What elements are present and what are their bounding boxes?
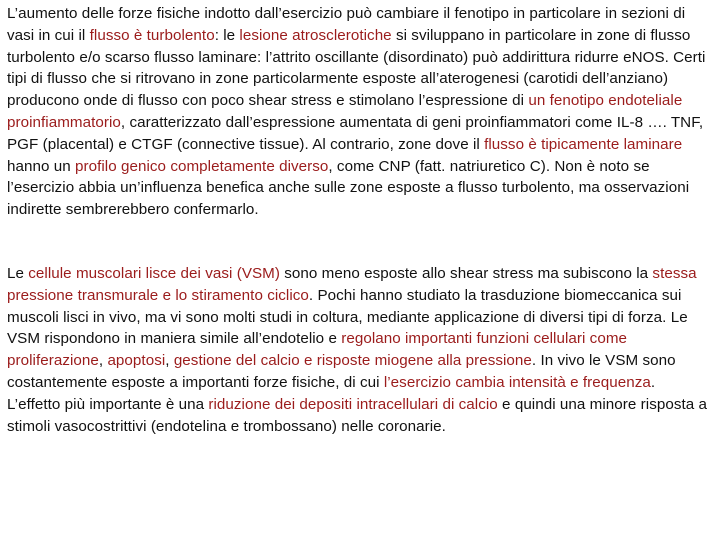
paragraph-endothelium-flow [7, 3, 711, 221]
text-segment: . L’effetto più importante è una [7, 373, 656, 413]
text-segment: , caratterizzato dall’espressione aumentata di geni proinfiammatori come IL-8 …. TNF, PGF (placental) e CTGF (connective tissue). Al contrario, zone dove il [7, 113, 704, 153]
text-segment: , [165, 352, 174, 370]
text-segment: sono meno esposte allo shear stress ma subiscono la [280, 265, 653, 282]
highlight-segment: un fenotipo endoteliale proinfiammatorio [7, 92, 683, 131]
highlight-segment: flusso è turbolento [89, 26, 215, 44]
text-segment: . Pochi hanno studiato la trasduzione biomeccanica sui muscoli lisci in vivo, ma vi sono molti studi in coltura, mediante applicazione di diversi tipi di forza. Le VSM rispondono in maniera simile all’endotelio e [7, 286, 688, 348]
text-segment: Le [7, 265, 29, 282]
text-segment: , come CNP (fatt. natriuretico C). Non è noto se l’esercizio abbia un’influenza benefica anche sulle zone esposte a flusso turbolento, ma osservazioni indirette sembrerebbero confermarlo. [7, 157, 690, 219]
highlight-segment: riduzione dei depositi intracellulari di calcio [208, 395, 498, 413]
highlight-segment: regolano importanti funzioni cellulari come proliferazione [7, 330, 628, 370]
paragraph-smooth-muscle [7, 263, 711, 437]
text-segment: L’aumento delle forze fisiche indotto dall’esercizio può cambiare il fenotipo in particolare in sezioni di vasi in cui il [7, 5, 686, 44]
highlight-segment: profilo genico completamente diverso [75, 157, 329, 175]
highlight-segment: lesione atrosclerotiche [239, 26, 392, 44]
text-segment: : le [214, 26, 240, 44]
text-segment: . In vivo le VSM sono costantemente esposte a importanti forze fisiche, di cui [7, 352, 676, 391]
highlight-segment: apoptosi [107, 352, 166, 370]
text-segment: , [98, 352, 108, 370]
text-segment: e quindi una minore risposta a stimoli vasocostrittivi (endotelina e trombossano) nelle coronarie. [7, 395, 708, 435]
highlight-segment: flusso è tipicamente laminare [484, 135, 683, 153]
text-segment: hanno un [7, 157, 76, 175]
highlight-segment: l’esercizio cambia intensità e frequenza [383, 373, 651, 391]
highlight-segment: gestione del calcio e risposte miogene alla pressione [173, 352, 532, 370]
highlight-segment: cellule muscolari lisce dei vasi (VSM) [28, 265, 280, 282]
text-segment: si sviluppano in particolare in zone di flusso turbolento e/o scarso flusso laminare: l’attrito oscillante (disordinato) può addirittura ridurre eNOS. Certi tipi di flusso che si ritrovano in zone particolarmente esposte all’aterogenesi (carotidi dell’anziano) producono onde di flusso con poco shear stress e stimolano l’espressione di [7, 26, 706, 110]
highlight-segment: stessa pressione transmurale e lo stiramento ciclico [7, 265, 697, 304]
